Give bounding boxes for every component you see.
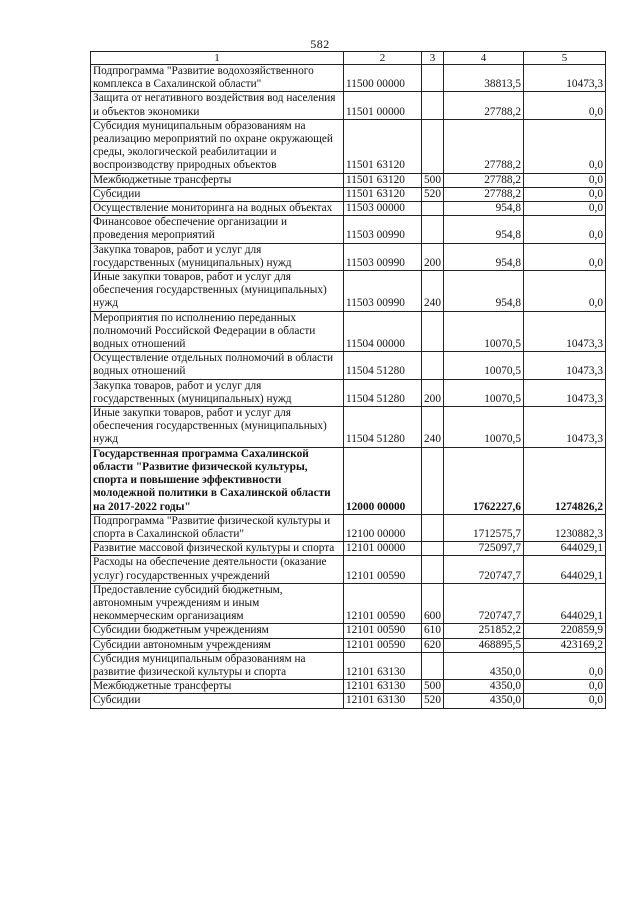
row-value-2020: 38813,5 <box>444 65 524 92</box>
row-name: Иные закупки товаров, работ и услуг для обеспечения государственных (муниципальных) нужд <box>91 271 344 312</box>
table-row <box>91 187 606 201</box>
row-value-2020: 468895,5 <box>444 638 524 652</box>
row-code: 12101 00590 <box>344 638 422 652</box>
row-type: 200 <box>422 243 444 270</box>
row-code: 11503 00990 <box>344 243 422 270</box>
row-value-2020: 251852,2 <box>444 624 524 638</box>
row-value-2020: 10070,5 <box>444 352 524 379</box>
row-name: Закупка товаров, работ и услуг для государственных (муниципальных) нужд <box>91 379 344 406</box>
row-type: 500 <box>422 680 444 694</box>
row-name: Подпрограмма "Развитие физической культуры и спорта в Сахалинской области" <box>91 514 344 541</box>
row-code: 11503 00990 <box>344 216 422 243</box>
row-value-2021: 10473,3 <box>524 379 606 406</box>
column-header: 4 <box>444 52 524 65</box>
table-row <box>91 680 606 694</box>
row-name: Закупка товаров, работ и услуг для государственных (муниципальных) нужд <box>91 243 344 270</box>
row-type <box>422 311 444 352</box>
row-code: 11503 00000 <box>344 202 422 216</box>
row-name: Межбюджетные трансферты <box>91 173 344 187</box>
row-value-2020: 27788,2 <box>444 173 524 187</box>
row-type: 610 <box>422 624 444 638</box>
row-value-2021: 10473,3 <box>524 65 606 92</box>
table-header-row <box>91 52 606 65</box>
row-code: 11501 00000 <box>344 92 422 119</box>
table-row <box>91 173 606 187</box>
column-header: 2 <box>344 52 422 65</box>
row-value-2021: 0,0 <box>524 119 606 173</box>
row-value-2020: 27788,2 <box>444 187 524 201</box>
row-value-2021: 0,0 <box>524 202 606 216</box>
row-code: 12000 00000 <box>344 447 422 514</box>
row-type <box>422 352 444 379</box>
table-row <box>91 216 606 243</box>
row-type: 500 <box>422 173 444 187</box>
row-value-2020: 4350,0 <box>444 694 524 708</box>
row-name: Субсидии <box>91 187 344 201</box>
table-row <box>91 694 606 708</box>
table-row <box>91 447 606 514</box>
table-row <box>91 271 606 312</box>
row-type: 520 <box>422 187 444 201</box>
table-row <box>91 119 606 173</box>
row-name: Финансовое обеспечение организации и проведения мероприятий <box>91 216 344 243</box>
row-name: Защита от негативного воздействия вод населения и объектов экономики <box>91 92 344 119</box>
row-value-2020: 27788,2 <box>444 119 524 173</box>
page-number: 582 <box>310 37 330 51</box>
row-type: 240 <box>422 407 444 448</box>
row-name: Мероприятия по исполнению переданных полномочий Российской Федерации в области водных отношений <box>91 311 344 352</box>
row-type: 620 <box>422 638 444 652</box>
row-code: 11501 63120 <box>344 187 422 201</box>
row-code: 12101 63130 <box>344 680 422 694</box>
row-type <box>422 542 444 556</box>
row-value-2021: 0,0 <box>524 243 606 270</box>
row-code: 11500 00000 <box>344 65 422 92</box>
row-value-2021: 10473,3 <box>524 407 606 448</box>
row-value-2021: 0,0 <box>524 92 606 119</box>
row-name: Субсидии <box>91 694 344 708</box>
row-type <box>422 447 444 514</box>
row-name: Предоставление субсидий бюджетным, автономным учреждениям и иным некоммерческим организациям <box>91 583 344 624</box>
row-code: 12101 63130 <box>344 694 422 708</box>
table-row <box>91 311 606 352</box>
table-row <box>91 352 606 379</box>
table-row <box>91 243 606 270</box>
row-name: Развитие массовой физической культуры и спорта <box>91 542 344 556</box>
table-row <box>91 638 606 652</box>
row-name: Осуществление отдельных полномочий в области водных отношений <box>91 352 344 379</box>
row-value-2020: 10070,5 <box>444 311 524 352</box>
row-name: Осуществление мониторинга на водных объектах <box>91 202 344 216</box>
row-name: Государственная программа Сахалинской области "Развитие физической культуры, спорта и повышение эффективности молодежной политики в Сахалинской области на 2017-2022 годы" <box>91 447 344 514</box>
row-code: 11503 00990 <box>344 271 422 312</box>
row-type <box>422 216 444 243</box>
row-type <box>422 652 444 679</box>
row-type: 600 <box>422 583 444 624</box>
row-value-2021: 0,0 <box>524 271 606 312</box>
row-code: 12100 00000 <box>344 514 422 541</box>
row-type: 240 <box>422 271 444 312</box>
row-type <box>422 556 444 583</box>
row-value-2021: 220859,9 <box>524 624 606 638</box>
row-value-2020: 27788,2 <box>444 92 524 119</box>
table-row <box>91 542 606 556</box>
row-name: Субсидии автономным учреждениям <box>91 638 344 652</box>
column-header: 3 <box>422 52 444 65</box>
row-name: Иные закупки товаров, работ и услуг для обеспечения государственных (муниципальных) нужд <box>91 407 344 448</box>
row-name: Расходы на обеспечение деятельности (оказание услуг) государственных учреждений <box>91 556 344 583</box>
row-value-2020: 954,8 <box>444 271 524 312</box>
row-code: 11501 63120 <box>344 119 422 173</box>
row-value-2021: 1274826,2 <box>524 447 606 514</box>
row-type: 200 <box>422 379 444 406</box>
row-value-2020: 1762227,6 <box>444 447 524 514</box>
row-code: 11504 51280 <box>344 352 422 379</box>
row-name: Субсидии бюджетным учреждениям <box>91 624 344 638</box>
row-type <box>422 514 444 541</box>
table-row <box>91 624 606 638</box>
row-value-2021: 644029,1 <box>524 542 606 556</box>
row-code: 11504 51280 <box>344 379 422 406</box>
row-value-2020: 1712575,7 <box>444 514 524 541</box>
row-value-2020: 4350,0 <box>444 680 524 694</box>
row-name: Подпрограмма "Развитие водохозяйственного комплекса в Сахалинской области" <box>91 65 344 92</box>
row-name: Субсидия муниципальным образованиям на развитие физической культуры и спорта <box>91 652 344 679</box>
row-value-2021: 0,0 <box>524 680 606 694</box>
row-code: 11501 63120 <box>344 173 422 187</box>
row-name: Субсидия муниципальным образованиям на реализацию мероприятий по охране окружающей среды, экологической реабилитации и воспроизводству природных объектов <box>91 119 344 173</box>
row-code: 11504 00000 <box>344 311 422 352</box>
table-row <box>91 202 606 216</box>
row-value-2020: 954,8 <box>444 243 524 270</box>
row-type: 520 <box>422 694 444 708</box>
row-code: 12101 00590 <box>344 556 422 583</box>
row-value-2020: 720747,7 <box>444 556 524 583</box>
row-code: 12101 00000 <box>344 542 422 556</box>
row-value-2021: 0,0 <box>524 216 606 243</box>
row-value-2021: 0,0 <box>524 694 606 708</box>
column-header: 5 <box>524 52 606 65</box>
column-header: 1 <box>91 52 344 65</box>
row-value-2021: 0,0 <box>524 173 606 187</box>
table-row <box>91 583 606 624</box>
row-type <box>422 65 444 92</box>
row-value-2020: 954,8 <box>444 216 524 243</box>
row-value-2021: 644029,1 <box>524 556 606 583</box>
table-row <box>91 514 606 541</box>
row-value-2020: 4350,0 <box>444 652 524 679</box>
row-value-2021: 10473,3 <box>524 311 606 352</box>
row-value-2021: 644029,1 <box>524 583 606 624</box>
row-value-2020: 725097,7 <box>444 542 524 556</box>
row-value-2021: 1230882,3 <box>524 514 606 541</box>
row-value-2020: 954,8 <box>444 202 524 216</box>
row-value-2020: 10070,5 <box>444 379 524 406</box>
table-row <box>91 652 606 679</box>
row-value-2020: 10070,5 <box>444 407 524 448</box>
table-row <box>91 92 606 119</box>
row-code: 12101 00590 <box>344 583 422 624</box>
table-row <box>91 65 606 92</box>
row-value-2021: 10473,3 <box>524 352 606 379</box>
table-row <box>91 379 606 406</box>
row-type <box>422 202 444 216</box>
row-type <box>422 92 444 119</box>
row-code: 12101 00590 <box>344 624 422 638</box>
row-value-2020: 720747,7 <box>444 583 524 624</box>
table-row <box>91 556 606 583</box>
row-type <box>422 119 444 173</box>
row-code: 11504 51280 <box>344 407 422 448</box>
row-code: 12101 63130 <box>344 652 422 679</box>
budget-table <box>90 51 606 709</box>
row-value-2021: 423169,2 <box>524 638 606 652</box>
row-value-2021: 0,0 <box>524 652 606 679</box>
row-value-2021: 0,0 <box>524 187 606 201</box>
row-name: Межбюджетные трансферты <box>91 680 344 694</box>
table-row <box>91 407 606 448</box>
